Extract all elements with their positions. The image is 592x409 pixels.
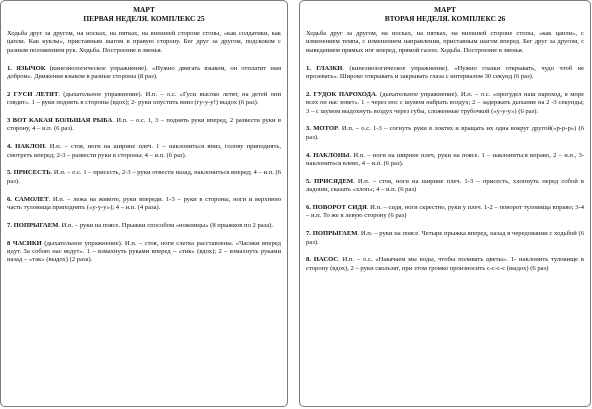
exercise-text: . И.п. – о.с. 1, 3 – поднять руки вперед, 2 развести руки в сторону, 4 – и.п. (6 раз).: [7, 117, 281, 133]
exercise-heading: 7. ПОПРЫГАЕМ: [306, 230, 358, 238]
exercise-heading: 6. ПОВОРОТ СИДЯ: [306, 204, 367, 212]
exercise-text: . И.п. – о.с. «Накачаем мы воды, чтобы поливать цветы». 1- наклонить туловище в сторону (вдох), 2 – руки скользят, при этом громко произносить с-с-с-с (выдох) (6 раз): [306, 256, 584, 272]
exercise-text: . (дыхательное упражнение). И.п. – о.с. «Гуси высоко летят, на детей они глядят». 1 – руки поднять в стороны (вдох); 2- руки опустить вниз (гу-у-у!) выдох (6 раз).: [7, 90, 281, 107]
exercise-text: . И.п. – стоя, ноги на ширине плеч. 1-3 – присесть, хлопнуть перед собой в ладоши, сказать «хлоп»; 4 – и.п. (6 раз): [306, 177, 584, 194]
intro-paragraph: Ходьба друг за другом, на носках, на пятках, на внешней стороне стопы, «как цапли», с изменением темпа, с изменением направления, приставным шагом вперед. Бег друг за другом, с выведением прямых ног вперед, прямой галоп. Ходьба. Построение в звенья.: [306, 30, 584, 54]
exercise-heading: 7. ПОПРЫГАЕМ: [7, 221, 59, 229]
exercise-item: [7, 240, 281, 265]
exercise-item: [7, 117, 281, 134]
month-heading: МАРТ: [434, 5, 456, 14]
exercise-heading: 3 ВОТ КАКАЯ БОЛЬШАЯ РЫБА: [7, 117, 113, 125]
exercise-item: [7, 65, 281, 82]
exercise-item: [306, 125, 584, 142]
exercise-item: [306, 91, 584, 116]
exercise-text: . И.п. – о.с. 1-3 – согнуть руки в локтях и вращать их одна вокруг другой(«р-р-р») (6 раз).: [306, 125, 584, 141]
exercise-item: [306, 204, 584, 221]
exercise-heading: 8 ЧАСИКИ: [7, 239, 42, 247]
exercise-text: . И.п. – стоя, ноги на ширине плеч. 1 – наклониться вниз, голову приподнять, смотреть вперед; 2-3 – развести руки в стороны; 4 – и.п. (6 раз).: [7, 143, 281, 159]
exercise-heading: 1. ЯЗЫЧОК: [7, 64, 46, 72]
exercise-item: [7, 196, 281, 213]
exercise-text: . (дыхательное упражнение). И.п. – о.с. «прогудел наш пароход, в море всех он нас зовет». 1 – через нос с шумом набрать воздух; 2 – задержать дыхание на 2 -3 секунды; 3 – с шумом выдохнуть воздух через губы, сложенные трубочкой («у-у-у») (6 раз).: [306, 90, 584, 115]
exercise-heading: 4. НАКЛОНЫ: [306, 151, 350, 159]
intro-paragraph: Ходьба друг за другом, на носках, на пятках, на внешней стороне стопы, «как солдатики, как цапли. Как куклы», приставным шагом в правую сторону. Бег друг за другом, подскоком с разным положением рук. Ходьба. Построение в звенья.: [7, 30, 281, 54]
exercise-heading: 2. ГУДОК ПАРОХОДА: [306, 90, 376, 98]
exercise-text: (кинезиологическое упражнение). «Нужно двигать языком, он отплатит нам добром». Движения языком в разные стороны (8 раз).: [7, 64, 282, 81]
exercise-text: . И.п. – руки на поясе. Четыре прыжка вперед, назад в чередовании с ходьбой (6 раз).: [306, 230, 584, 246]
exercise-item: [306, 256, 584, 273]
exercise-heading: 3. МОТОР: [306, 125, 339, 133]
exercise-heading: 5. ПРИСЕСТЬ: [7, 169, 51, 177]
exercise-text: . (кинезиологическое упражнение). «Нужно глазки открывать, чудо чтоб не прозевать». Широко открывать и закрывать глаза с интервалом 30 секунд (6 раз).: [306, 64, 584, 81]
exercise-item: [306, 178, 584, 195]
exercise-item: [7, 222, 281, 230]
exercise-heading: 8. НАСОС: [306, 256, 339, 264]
exercise-text: . И.п. – о.с. 1 – присесть, 2-3 – руки отвести назад, наклониться вперед; 4 – и.п. (6 раз).: [7, 169, 282, 185]
exercise-text: . И.п. – лежа на животе, руки впереди. 1-3 – руки в стороны, ноги и верхнюю часть туловища приподнять («у-у-у»); 4 – и.п. (4 раза).: [7, 195, 281, 212]
exercise-heading: 1. ГЛАЗКИ: [306, 64, 343, 72]
exercise-text: . И.п. – руки на поясе. Прыжки способом «ножницы» (8 прыжков по 2 раза).: [58, 221, 274, 229]
complex-title: ВТОРАЯ НЕДЕЛЯ. КОМПЛЕКС 26: [384, 14, 506, 23]
right-page: [299, 0, 591, 407]
left-page: [0, 0, 288, 407]
exercise-heading: 6. САМОЛЕТ: [7, 195, 49, 203]
exercise-text: . И.п. – сидя, ноги скрестно, руки у плеч. 1-2 – поворот туловища вправо; 3-4 – и.п. То же в левую сторону (6 раз): [306, 204, 584, 220]
exercise-item: [7, 143, 281, 160]
exercise-text: . И.п. – ноги на ширине плеч, руки на поясе. 1 – наклониться вправо, 2 – и.п., 3- наклониться влево, 4 – и.п. (6 раз).: [306, 151, 584, 168]
exercise-text: (дыхательное упражнение). И.п. – стоя, ноги слегка расставлены. «Часики вперед идут. За собою нас ведут». 1 – взмахнуть руками вперед – «тик» (вдох); 2 – взмахнуть руками назад – «так» (выдох) (2 раза).: [7, 239, 281, 264]
month-heading: МАРТ: [133, 5, 155, 14]
exercise-item: [306, 152, 584, 169]
exercise-heading: 4. НАКЛОН: [7, 143, 45, 151]
exercise-heading: 2 ГУСИ ЛЕТЯТ: [7, 90, 59, 98]
exercise-item: [306, 65, 584, 82]
exercise-item: [7, 91, 281, 108]
exercise-item: [7, 169, 281, 186]
exercise-heading: 5. ПРИСЯДЕМ: [306, 177, 354, 185]
exercise-item: [306, 230, 584, 247]
complex-title: ПЕРВАЯ НЕДЕЛЯ. КОМПЛЕКС 25: [83, 14, 205, 23]
